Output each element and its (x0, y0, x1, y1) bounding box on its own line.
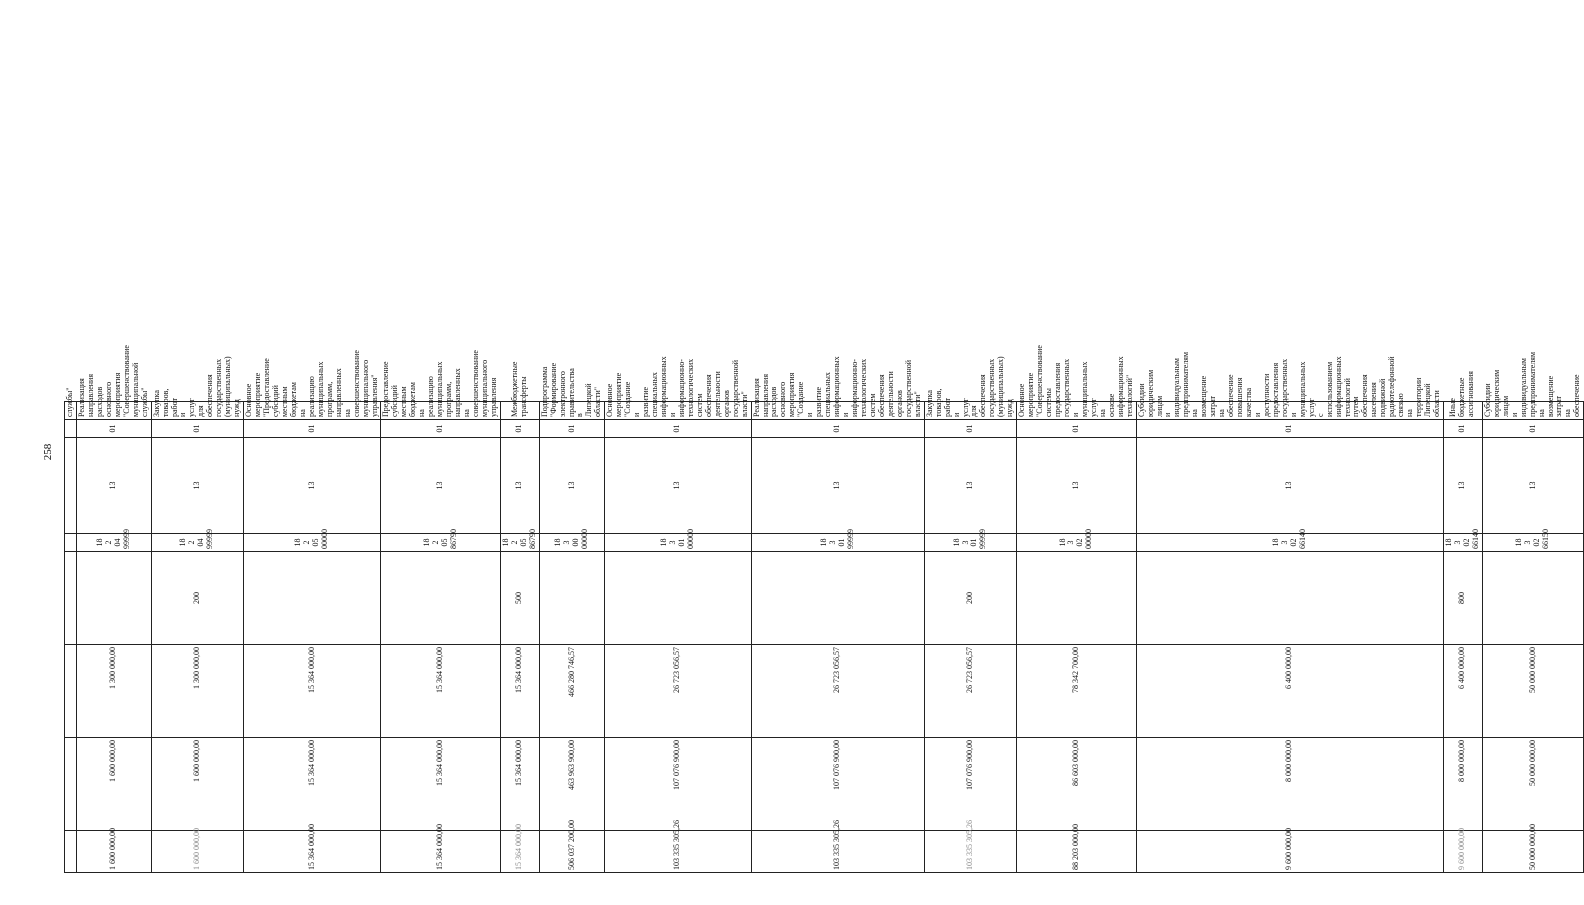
value-plan-1: 15 364 000,00 (244, 645, 381, 738)
subsection-code: 13 (151, 438, 244, 534)
expense-type-code: 500 (500, 552, 539, 645)
target-article-code: 18 2 05 86790 (381, 534, 500, 552)
subsection-code: 13 (751, 438, 924, 534)
row-name: Субсидии юридическим лицам и индивидуальным предпринимателям на возмещение затрат на обеспечение (1482, 402, 1583, 420)
row-name: Предоставление субсидий местным бюджетам на реализацию муниципальных программ, направленных на совершенствование муниципального управления (381, 402, 500, 420)
subsection-code: 13 (924, 438, 1017, 534)
expense-type-code (77, 552, 152, 645)
section-code: 01 (77, 420, 152, 438)
table-row (1136, 30, 1443, 873)
section-code: 01 (924, 420, 1017, 438)
value-plan-2: 15 364 000,00 (381, 738, 500, 831)
value-plan-2: 8 000 000,00 (1136, 738, 1443, 831)
value-plan-3: 88 203 000,00 (1017, 831, 1136, 873)
table-row (381, 30, 500, 873)
value-plan-2: 50 000 000,00 (1482, 738, 1583, 831)
row-name: Субсидии юридическим лицам и индивидуальным предпринимателям на возмещение затрат на обеспечение повышения качества и доступности предоставления государственных и муниципальных услуг с использованием информационных технологий путем обеспечения населения подвижной радиотелефонной связью на территории Липецкой области (1136, 402, 1443, 420)
section-code: 01 (1136, 420, 1443, 438)
table-row (151, 30, 244, 873)
row-name: Реализация направления расходов основного мероприятия "Создание и развитие специальных информационных и информационно-технологических систем обеспечения деятельности органов государственной власти" (751, 402, 924, 420)
target-article-code: 18 3 01 99999 (751, 534, 924, 552)
value-plan-1: 50 000 000,00 (1482, 645, 1583, 738)
value-plan-1: 15 364 000,00 (500, 645, 539, 738)
section-code: 01 (1444, 420, 1483, 438)
table-row (244, 30, 381, 873)
value-plan-3: 1 600 000,00 (77, 831, 152, 873)
value-plan-3: 9 600 000,00 (1444, 831, 1483, 873)
target-article-code: 18 3 01 00000 (605, 534, 751, 552)
row-name: Основное мероприятие "Предоставление субсидий местным бюджетам на реализацию муниципальных программ, направленных на совершенствование муниципального управления" (244, 402, 381, 420)
target-article-code: 18 3 01 99999 (924, 534, 1017, 552)
value-plan-2: 1 600 000,00 (151, 738, 244, 831)
value-plan-3: 15 364 000,00 (500, 831, 539, 873)
value-plan-3: 506 037 200,00 (539, 831, 605, 873)
table-row (924, 30, 1017, 873)
expense-type-code: 200 (151, 552, 244, 645)
subsection-code (65, 438, 77, 534)
section-code: 01 (751, 420, 924, 438)
target-article-code: 18 2 04 99999 (151, 534, 244, 552)
row-name: Реализация направления расходов основного мероприятия "Совершенствование муниципальной службы" (77, 402, 152, 420)
row-name: Иные бюджетные ассигнования (1444, 402, 1483, 420)
section-code: 01 (244, 420, 381, 438)
target-article-code: 18 3 02 66140 (1136, 534, 1443, 552)
value-plan-1: 26 723 056,57 (751, 645, 924, 738)
subsection-code: 13 (500, 438, 539, 534)
table-row (77, 30, 152, 873)
value-plan-2: 1 600 000,00 (77, 738, 152, 831)
target-article-code: 18 3 00 00000 (539, 534, 605, 552)
subsection-code: 13 (381, 438, 500, 534)
table-row (605, 30, 751, 873)
value-plan-3: 15 364 000,00 (381, 831, 500, 873)
row-name: Закупка товаров, работ и услуг для обеспечения государственных (муниципальных) нужд (924, 402, 1017, 420)
table-row (500, 30, 539, 873)
target-article-code: 18 3 02 66150 (1482, 534, 1583, 552)
expense-type-code (539, 552, 605, 645)
value-plan-1 (65, 645, 77, 738)
subsection-code: 13 (539, 438, 605, 534)
value-plan-3: 50 000 000,00 (1482, 831, 1583, 873)
row-name: Межбюджетные трансферты (500, 402, 539, 420)
budget-table (64, 29, 1584, 873)
row-name: Закупка товаров, работ и услуг для обеспечения государственных (муниципальных) нужд (151, 402, 244, 420)
target-article-code: 18 2 05 86790 (500, 534, 539, 552)
table-row (751, 30, 924, 873)
table-row (65, 30, 77, 873)
subsection-code: 13 (1017, 438, 1136, 534)
value-plan-2 (65, 738, 77, 831)
row-name: Основное мероприятие "Совершенствование системы предоставления государственных и муниципальных услуг на основе информационных технологий" (1017, 402, 1136, 420)
subsection-code: 13 (1136, 438, 1443, 534)
value-plan-1: 15 364 000,00 (381, 645, 500, 738)
subsection-code: 13 (77, 438, 152, 534)
subsection-code: 13 (605, 438, 751, 534)
value-plan-2: 107 076 900,00 (924, 738, 1017, 831)
row-name: Подпрограмма "Формирование электронного правительства в Липецкой области" (539, 402, 605, 420)
section-code: 01 (1482, 420, 1583, 438)
table-row (1444, 30, 1483, 873)
section-code: 01 (539, 420, 605, 438)
expense-type-code: 800 (1444, 552, 1483, 645)
value-plan-1: 1 300 000,00 (77, 645, 152, 738)
budget-table-rotated (64, 30, 1582, 873)
value-plan-3: 9 600 000,00 (1136, 831, 1443, 873)
value-plan-3: 103 335 305,26 (751, 831, 924, 873)
section-code: 01 (1017, 420, 1136, 438)
value-plan-2: 86 603 000,00 (1017, 738, 1136, 831)
target-article-code: 18 3 02 66140 (1444, 534, 1483, 552)
table-row (1017, 30, 1136, 873)
section-code: 01 (151, 420, 244, 438)
table-row (539, 30, 605, 873)
value-plan-1: 26 723 056,57 (924, 645, 1017, 738)
value-plan-2: 107 076 900,00 (751, 738, 924, 831)
section-code: 01 (381, 420, 500, 438)
row-name: Основное мероприятие "Создание и развитие специальных информационных и информационно-технологических систем обеспечения деятельности органов государственной власти" (605, 402, 751, 420)
subsection-code: 13 (244, 438, 381, 534)
target-article-code (65, 534, 77, 552)
value-plan-2: 107 076 900,00 (605, 738, 751, 831)
target-article-code: 18 2 05 00000 (244, 534, 381, 552)
value-plan-1: 26 723 056,57 (605, 645, 751, 738)
value-plan-1: 466 280 746,57 (539, 645, 605, 738)
table-row (1482, 30, 1583, 873)
value-plan-3: 103 335 305,26 (924, 831, 1017, 873)
expense-type-code (381, 552, 500, 645)
value-plan-2: 15 364 000,00 (244, 738, 381, 831)
expense-type-code (605, 552, 751, 645)
target-article-code: 18 3 02 00000 (1017, 534, 1136, 552)
expense-type-code: 200 (924, 552, 1017, 645)
value-plan-3: 1 600 000,00 (151, 831, 244, 873)
value-plan-2: 15 364 000,00 (500, 738, 539, 831)
subsection-code: 13 (1444, 438, 1483, 534)
expense-type-code (1136, 552, 1443, 645)
value-plan-2: 463 963 900,00 (539, 738, 605, 831)
section-code: 01 (605, 420, 751, 438)
expense-type-code (65, 552, 77, 645)
section-code (65, 420, 77, 438)
target-article-code: 18 2 04 99999 (77, 534, 152, 552)
table-body (65, 30, 1584, 873)
section-code: 01 (500, 420, 539, 438)
value-plan-3: 15 364 000,00 (244, 831, 381, 873)
value-plan-1: 6 400 000,00 (1444, 645, 1483, 738)
page-number: 258 (42, 443, 54, 461)
expense-type-code (244, 552, 381, 645)
expense-type-code (751, 552, 924, 645)
value-plan-1: 1 300 000,00 (151, 645, 244, 738)
row-name: службы" (65, 402, 77, 420)
expense-type-code (1482, 552, 1583, 645)
value-plan-1: 6 400 000,00 (1136, 645, 1443, 738)
value-plan-3: 103 335 305,26 (605, 831, 751, 873)
subsection-code: 13 (1482, 438, 1583, 534)
value-plan-2: 8 000 000,00 (1444, 738, 1483, 831)
value-plan-3 (65, 831, 77, 873)
expense-type-code (1017, 552, 1136, 645)
value-plan-1: 78 342 700,00 (1017, 645, 1136, 738)
